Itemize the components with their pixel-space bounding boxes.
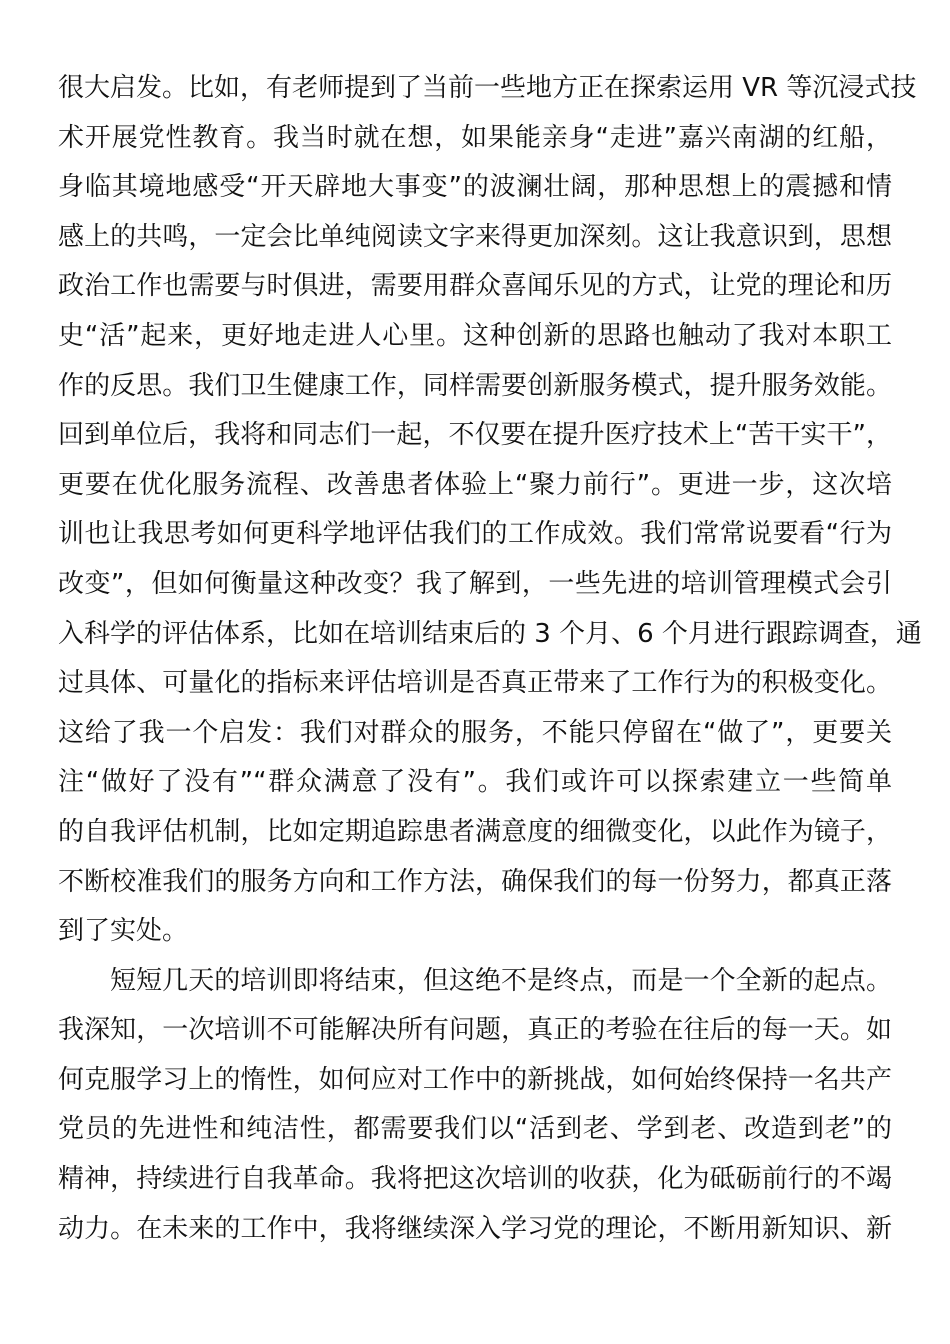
paragraph-line: 到了实处。 xyxy=(58,916,189,947)
paragraph-line: 这给了我一个启发：我们对群众的服务，不能只停留在“做了”，更要关 xyxy=(58,717,892,748)
paragraph-line: 我深知，一次培训不可能解决所有问题，真正的考验在往后的每一天。如 xyxy=(58,1015,892,1046)
paragraph-line: 动力。在未来的工作中，我将继续深入学习党的理论，不断用新知识、新 xyxy=(58,1213,892,1244)
paragraph-line: 的自我评估机制，比如定期追踪患者满意度的细微变化，以此作为镜子， xyxy=(58,816,892,847)
paragraph-line: 作的反思。我们卫生健康工作，同样需要创新服务模式，提升服务效能。 xyxy=(58,370,892,401)
paragraph-2 xyxy=(58,957,892,1255)
paragraph-line: 短短几天的培训即将结束，但这绝不是终点，而是一个全新的起点。 xyxy=(110,965,892,996)
paragraph-line: 很大启发。比如，有老师提到了当前一些地方正在探索运用 VR 等沉浸式技 xyxy=(58,73,917,103)
paragraph-line: 过具体、可量化的指标来评估培训是否真正带来了工作行为的积极变化。 xyxy=(58,668,892,699)
paragraph-line: 改变”，但如何衡量这种改变？我了解到，一些先进的培训管理模式会引 xyxy=(58,568,892,599)
paragraph-line: 党员的先进性和纯洁性，都需要我们以“活到老、学到老、改造到老”的 xyxy=(58,1114,892,1145)
paragraph-line: 术开展党性教育。我当时就在想，如果能亲身“走进”嘉兴南湖的红船， xyxy=(58,122,892,153)
paragraph-line: 政治工作也需要与时俱进，需要用群众喜闻乐见的方式，让党的理论和历 xyxy=(58,271,892,302)
paragraph-line: 入科学的评估体系，比如在培训结束后的 3 个月、6 个月进行跟踪调查，通 xyxy=(58,618,922,649)
paragraph-line: 何克服学习上的惰性，如何应对工作中的新挑战，如何始终保持一名共产 xyxy=(58,1064,892,1095)
paragraph-line: 不断校准我们的服务方向和工作方法，确保我们的每一份努力，都真正落 xyxy=(58,866,892,897)
paragraph-1 xyxy=(58,64,922,957)
paragraph-line: 身临其境地感受“开天辟地大事变”的波澜壮阔，那种思想上的震撼和情 xyxy=(58,172,892,203)
paragraph-line: 训也让我思考如何更科学地评估我们的工作成效。我们常常说要看“行为 xyxy=(58,519,892,550)
paragraph-line: 注“做好了没有”“群众满意了没有”。我们或许可以探索建立一些简单 xyxy=(58,767,892,798)
paragraph-line: 回到单位后，我将和同志们一起，不仅要在提升医疗技术上“苦干实干”， xyxy=(58,420,892,451)
paragraph-line: 感上的共鸣，一定会比单纯阅读文字来得更加深刻。这让我意识到，思想 xyxy=(58,221,892,252)
paragraph-line: 史“活”起来，更好地走进人心里。这种创新的思路也触动了我对本职工 xyxy=(58,320,892,351)
paragraph-line: 精神，持续进行自我革命。我将把这次培训的收获，化为砥砺前行的不竭 xyxy=(58,1164,892,1195)
paragraph-line: 更要在优化服务流程、改善患者体验上“聚力前行”。更进一步，这次培 xyxy=(58,469,892,500)
document-body xyxy=(58,64,922,1254)
